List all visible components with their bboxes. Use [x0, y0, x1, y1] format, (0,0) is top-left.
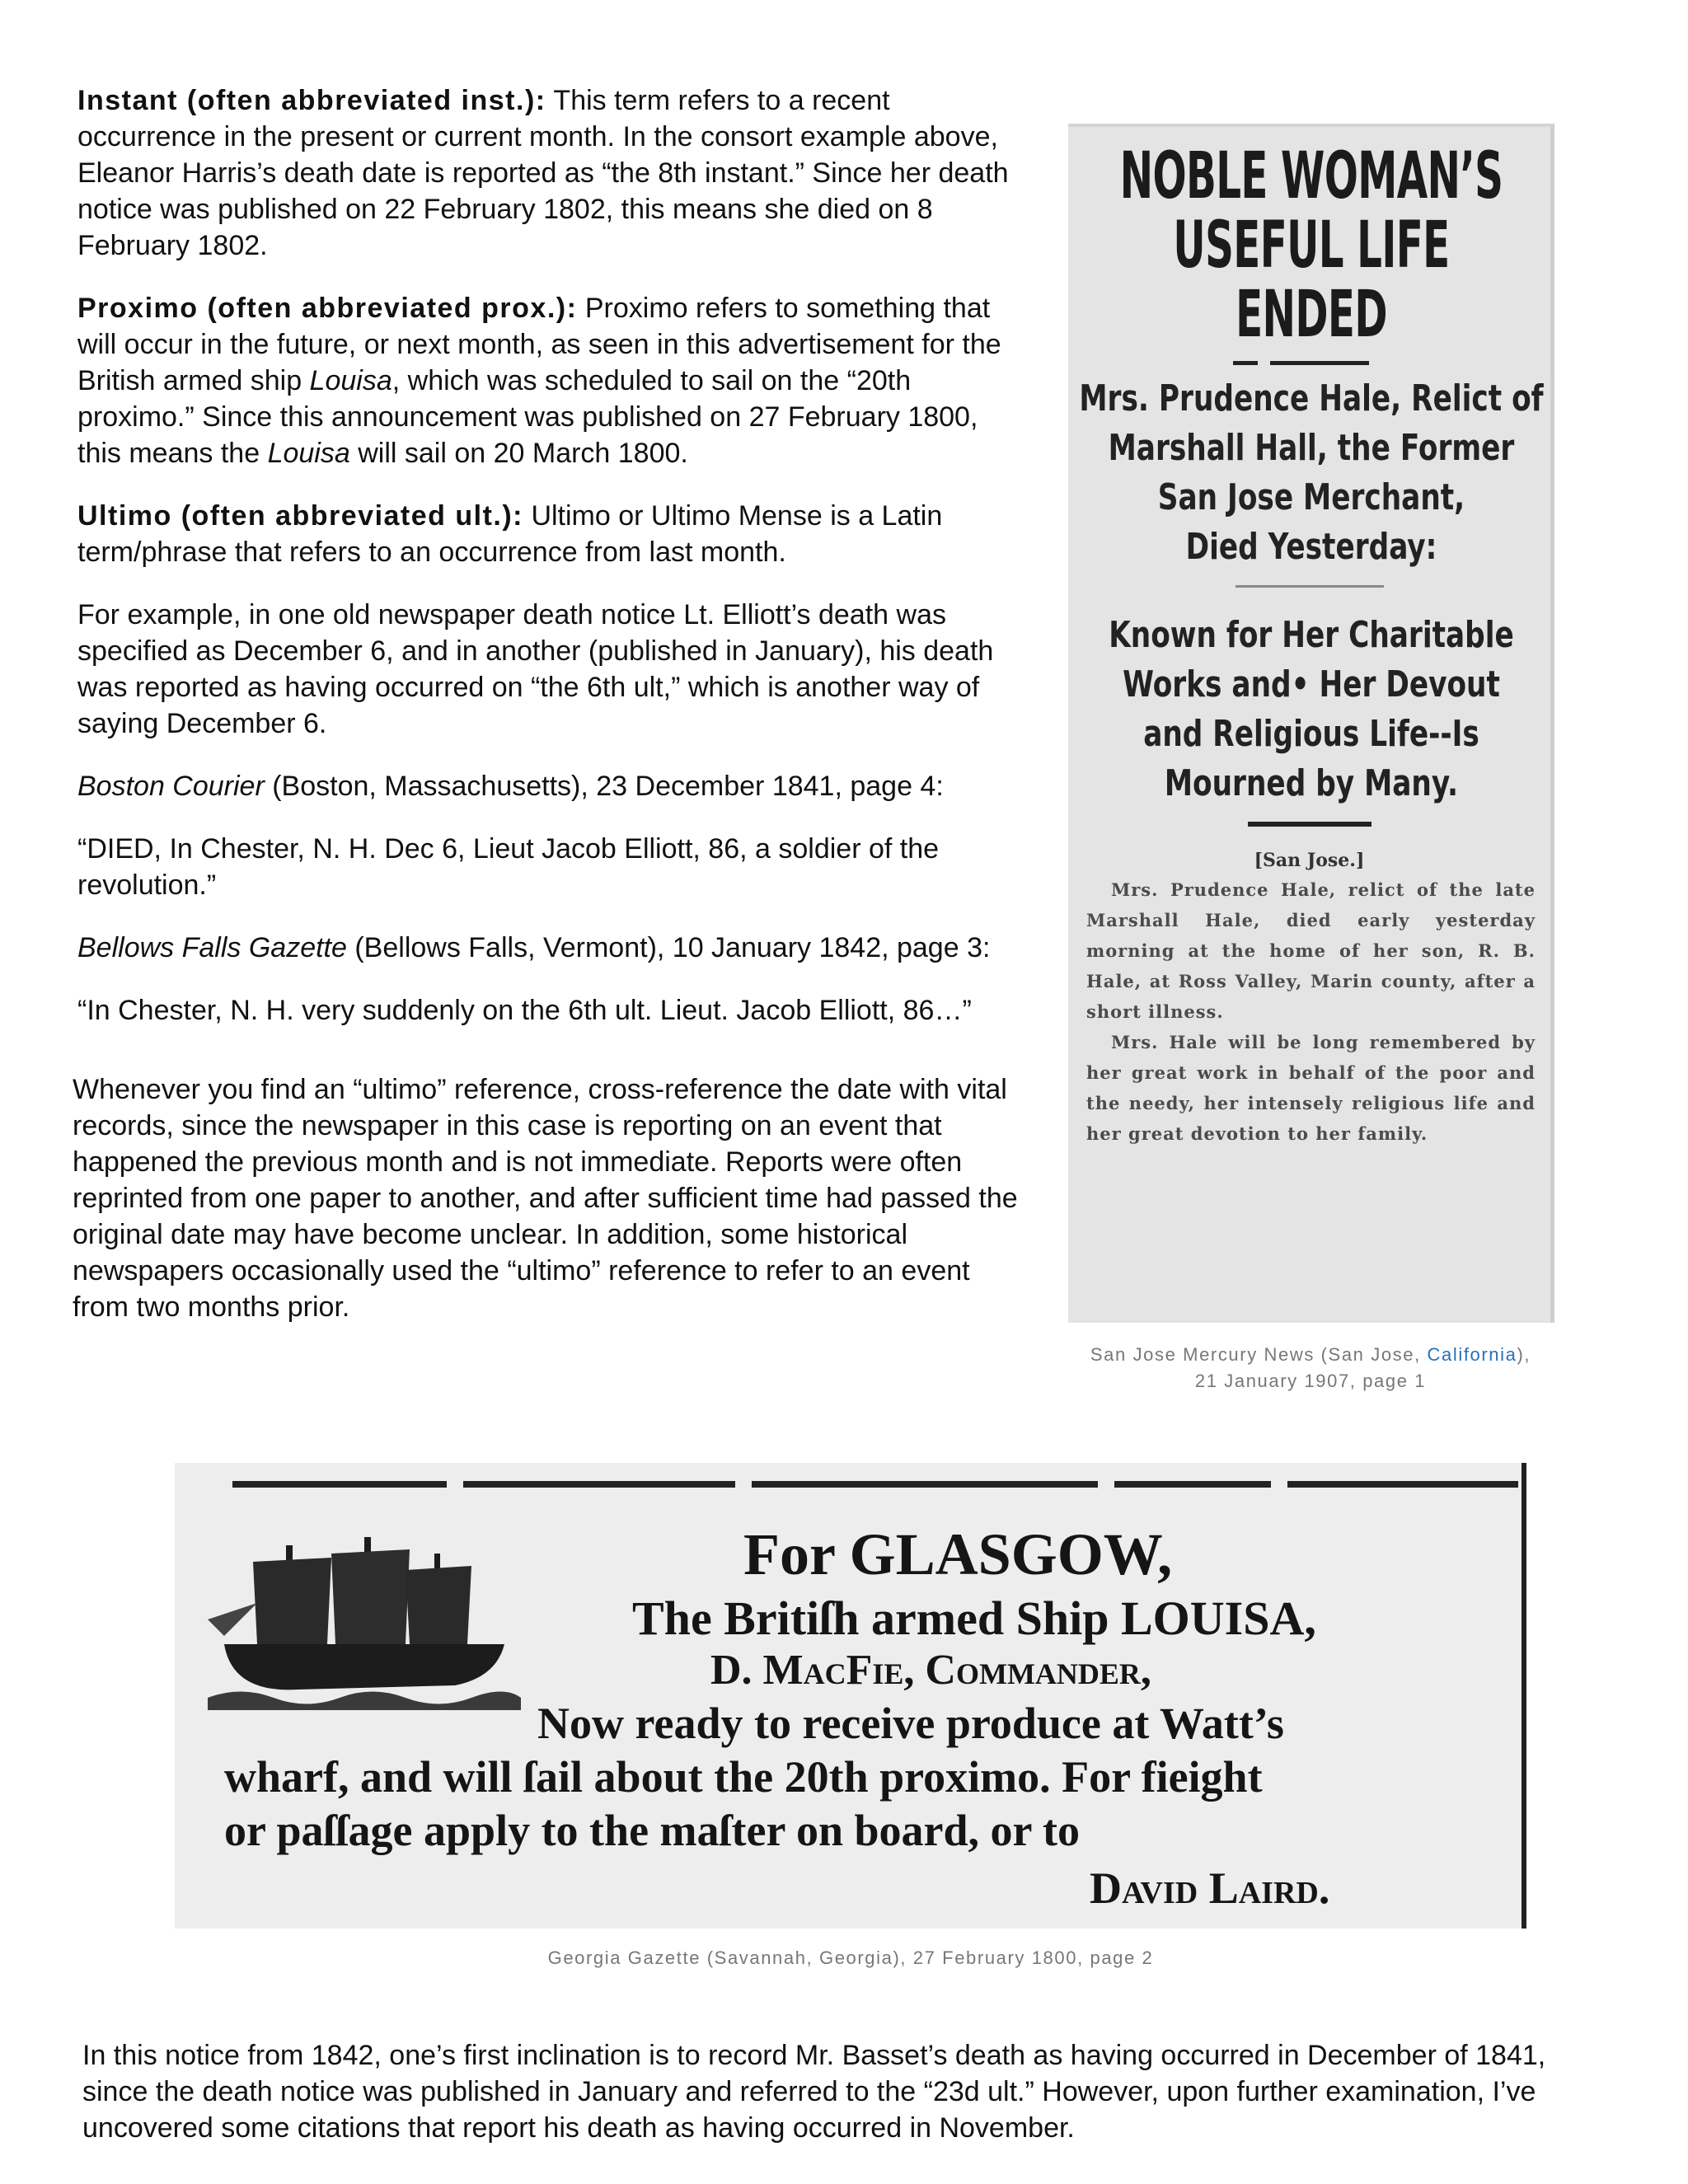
subhead-line: Mourned by Many. [1164, 762, 1459, 804]
headline-line: USEFUL LIFE [1173, 209, 1450, 283]
caption-line-1 [1047, 1342, 1574, 1368]
california-link[interactable]: California [1427, 1344, 1517, 1365]
ship-icon [208, 1521, 521, 1710]
thick-rule [1248, 822, 1372, 827]
clipping-headline [1071, 139, 1552, 352]
subhead-line: Known for Her Charitable [1109, 614, 1514, 656]
caption-text: ), [1517, 1344, 1531, 1365]
ad-destination: For GLASGOW, [743, 1521, 1173, 1587]
ultimo-definition [77, 498, 1017, 570]
citation-detail: (Boston, Massachusetts), 23 December 1841, page 4: [264, 771, 944, 802]
ad-top-rules [232, 1481, 1518, 1491]
article-text-column [77, 82, 1017, 1055]
proximo-text-c: will sail on 20 March 1800. [349, 438, 688, 469]
clipping-caption [1047, 1342, 1574, 1394]
quote-bellows-falls: “In Chester, N. H. very suddenly on the 6th ult. Lieut. Jacob Elliott, 86…” [77, 995, 972, 1026]
whenever-paragraph: Whenever you find an “ultimo” reference, cross-reference the date with vital records, since the newspaper in this case is reporting on an event that happened the previous month and is not immediate. Reports were often reprinted from one paper to another, and after sufficient time had passed the original date may have become unclear. In addition, some historical newspapers occasionally used the “ultimo” reference to refer to an event from two months prior. [73, 1074, 1018, 1323]
ship-name: Louisa [309, 365, 392, 396]
clipping-body [1068, 871, 1550, 1149]
paper-name: Bellows Falls Gazette [77, 932, 347, 963]
ultimo-term: Ultimo (often abbreviated ult.): [77, 500, 523, 532]
ad-signature: David Laird. [1090, 1863, 1330, 1913]
subhead-line: Marshall Hall, the Former [1108, 427, 1515, 469]
headline-line: NOBLE WOMAN’S [1119, 139, 1503, 213]
ad-body-line: or paſſage apply to the maſter on board, or to [224, 1806, 1080, 1855]
headline-line: ENDED [1236, 278, 1387, 352]
instant-term: Instant (often abbreviated inst.): [77, 85, 546, 116]
ultimo-text: Ultimo or Ultimo Mense is a Latin term/phrase that refers to an occurrence from last month. [77, 500, 943, 568]
ad-caption: Georgia Gazette (Savannah, Georgia), 27 February 1800, page 2 [547, 1947, 1154, 1968]
clipping-subhead-1 [1068, 374, 1554, 572]
clipping-subhead-2 [1068, 611, 1554, 808]
instant-definition [77, 82, 1017, 264]
bottom-paragraph: In this notice from 1842, one’s first inclination is to record Mr. Basset’s death as having occurred in December of 1841, since the death notice was published in January and referred to the “23d ult.” However, upon further examination, I’ve uncovered some citations that report his death as having occurred in November. [82, 2040, 1546, 2144]
ad-body-line: Now ready to receive produce at Watt’s [537, 1699, 1284, 1748]
caption-text: San Jose Mercury News (San Jose, [1090, 1344, 1428, 1365]
example-paragraph: For example, in one old newspaper death notice Lt. Elliott’s death was specified as December 6, and in another (published in January), his death was reported as having occurred on “the 6th ult,” which is another way of saying December 6. [77, 599, 994, 739]
dash-rule [1068, 349, 1550, 374]
clipping-body-paragraph: Mrs. Prudence Hale, relict of the late Marshall Hale, died early yesterday morning at the home of her son, R. B. Hale, at Ross Valley, Marin county, after a short illness. [1086, 879, 1536, 1022]
proximo-text-a: Proximo refers to something that will occur in the future, or next month, as seen in this advertisement for the British armed ship [77, 293, 1001, 396]
newspaper-clipping-image [1068, 124, 1554, 1323]
clipping-dateline: [San Jose.] [1254, 850, 1365, 871]
proximo-text-b: , which was scheduled to sail on the “20th proximo.” Since this announcement was published on 27 February 1800, this means the [77, 365, 978, 469]
citation-boston-courier [77, 768, 1017, 804]
ad-body-line: wharf, and will ſail about the 20th proximo. For fieight [224, 1752, 1263, 1802]
subhead-line: Mrs. Prudence Hale, Relict of [1079, 377, 1544, 419]
quote-boston-courier: “DIED, In Chester, N. H. Dec 6, Lieut Jacob Elliott, 86, a soldier of the revolution.” [77, 833, 940, 901]
caption-line-2: 21 January 1907, page 1 [1194, 1371, 1427, 1391]
subhead-line: San Jose Merchant, [1157, 476, 1465, 518]
ad-ship-name: The Britiſh armed Ship LOUISA, [632, 1591, 1316, 1645]
ad-commander: D. MacFie, Commander, [710, 1647, 1151, 1694]
instant-text: This term refers to a recent occurrence in the present or current month. In the consort example above, Eleanor Harris’s death date is reported as “the 8th instant.” Since her death notice was published on 22 February 1802, this means she died on 8 February 1802. [77, 85, 1009, 261]
ship-name: Louisa [267, 438, 350, 469]
clipping-body-paragraph: Mrs. Hale will be long remembered by her great work in behalf of the poor and the needy, her intensely religious life and her great devotion to her family. [1086, 1032, 1536, 1144]
citation-bellows-falls [77, 930, 1017, 966]
ship-advertisement-image [175, 1463, 1526, 1929]
proximo-term: Proximo (often abbreviated prox.): [77, 293, 578, 324]
proximo-definition [77, 290, 1017, 471]
subhead-line: Died Yesterday: [1185, 526, 1437, 568]
citation-detail: (Bellows Falls, Vermont), 10 January 1842, page 3: [346, 932, 991, 963]
subhead-line: Works and• Her Devout [1123, 663, 1500, 705]
thin-rule [1236, 585, 1384, 588]
subhead-line: and Religious Life--Is [1143, 713, 1479, 755]
paper-name: Boston Courier [77, 771, 265, 802]
